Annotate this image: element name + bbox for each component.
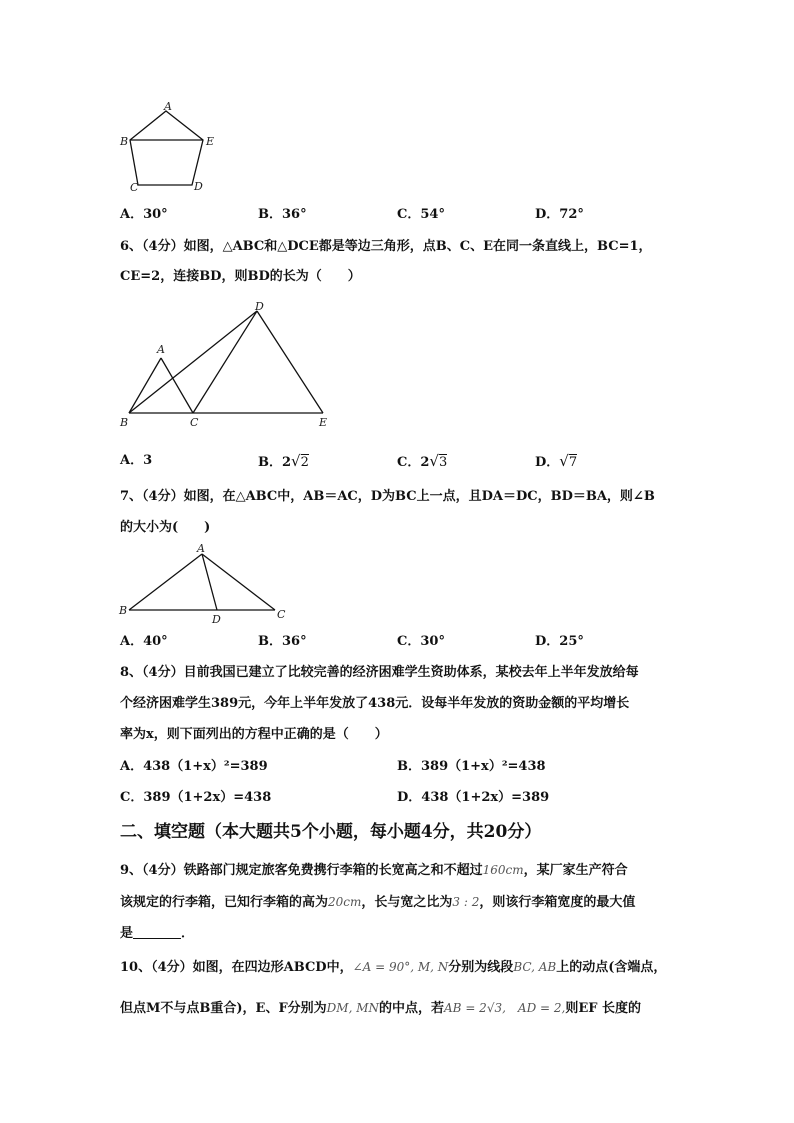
pentagon-figure — [118, 98, 228, 194]
q7-option-a: A．40° — [120, 634, 168, 649]
q8-text-line2: 个经济困难学生389元，今年上半年发放了438元．设每半年发放的资助金额的平均增长 — [120, 696, 630, 711]
q8-option-a: A．438（1+x）²=389 — [120, 759, 268, 774]
q10-text-line1: 10、（4分）如图，在四边形ABCD中，∠A = 90°, M, N分别为线段BC, AB上的动点(含端点， — [120, 960, 667, 975]
q5-option-b: B．36° — [258, 207, 307, 222]
q8-text-line3: 率为x，则下面列出的方程中正确的是（ ） — [120, 727, 388, 742]
triangles-label-c: C — [190, 416, 199, 429]
isosceles-label-d: D — [212, 613, 221, 626]
triangles-label-b: B — [120, 416, 129, 429]
pentagon-label-d: D — [194, 180, 203, 193]
isosceles-label-c: C — [277, 608, 286, 621]
pentagon-label-b: B — [120, 135, 129, 148]
pentagon-label-a: A — [164, 100, 172, 113]
triangles-label-e: E — [319, 416, 328, 429]
q8-text-line1: 8、（4分）目前我国已建立了比较完善的经济困难学生资助体系，某校去年上半年发放给每 — [120, 665, 639, 680]
q5-option-d: D．72° — [535, 207, 584, 222]
triangles-figure — [115, 298, 340, 433]
isosceles-figure — [115, 540, 295, 626]
isosceles-label-b: B — [119, 604, 128, 617]
pentagon-label-c: C — [130, 181, 139, 194]
q9-text-line3: 是 ． — [120, 926, 195, 941]
q7-option-c: C．30° — [397, 634, 445, 649]
q9-text-line2: 该规定的行李箱，已知行李箱的高为20cm，长与宽之比为3 : 2，则该行李箱宽度的最大值 — [120, 895, 636, 910]
q6-option-c: C．2√3 — [397, 452, 448, 470]
q8-option-c: C．389（1+2x）=438 — [120, 790, 272, 805]
q9-text-line1: 9、（4分）铁路部门规定旅客免费携行李箱的长宽高之和不超过160cm，某厂家生产符合 — [120, 863, 628, 878]
q6-option-b: B．2√2 — [258, 452, 309, 470]
q6-text-line1: 6、（4分）如图，△ABC和△DCE都是等边三角形，点B、C、E在同一条直线上，BC=1， — [120, 239, 652, 254]
q7-option-b: B．36° — [258, 634, 307, 649]
q7-text-line1: 7、（4分）如图，在△ABC中，AB＝AC，D为BC上一点，且DA＝DC，BD＝BA，则∠B — [120, 489, 655, 504]
q6-text-line2: CE=2，连接BD，则BD的长为（ ） — [120, 269, 361, 284]
isosceles-label-a: A — [197, 542, 205, 555]
q5-option-c: C．54° — [397, 207, 445, 222]
section-heading: 二、填空题（本大题共5个小题，每小题4分，共20分） — [120, 822, 542, 842]
q5-option-a: A．30° — [120, 207, 168, 222]
pentagon-label-e: E — [206, 135, 215, 148]
q7-option-d: D．25° — [535, 634, 584, 649]
q6-option-a: A．3 — [120, 453, 153, 468]
q10-text-line2: 但点M不与点B重合)，E、F分别为DM, MN的中点，若AB = 2√3, AD = 2,则EF 长度的 — [120, 1001, 642, 1016]
triangles-label-a: A — [157, 343, 165, 356]
q8-option-b: B．389（1+x）²=438 — [397, 759, 546, 774]
q7-text-line2: 的大小为( ) — [120, 520, 211, 535]
triangles-label-d: D — [255, 300, 264, 313]
answer-blank[interactable] — [133, 924, 181, 939]
q8-option-d: D．438（1+2x）=389 — [397, 790, 550, 805]
q6-option-d: D．√7 — [535, 452, 578, 470]
